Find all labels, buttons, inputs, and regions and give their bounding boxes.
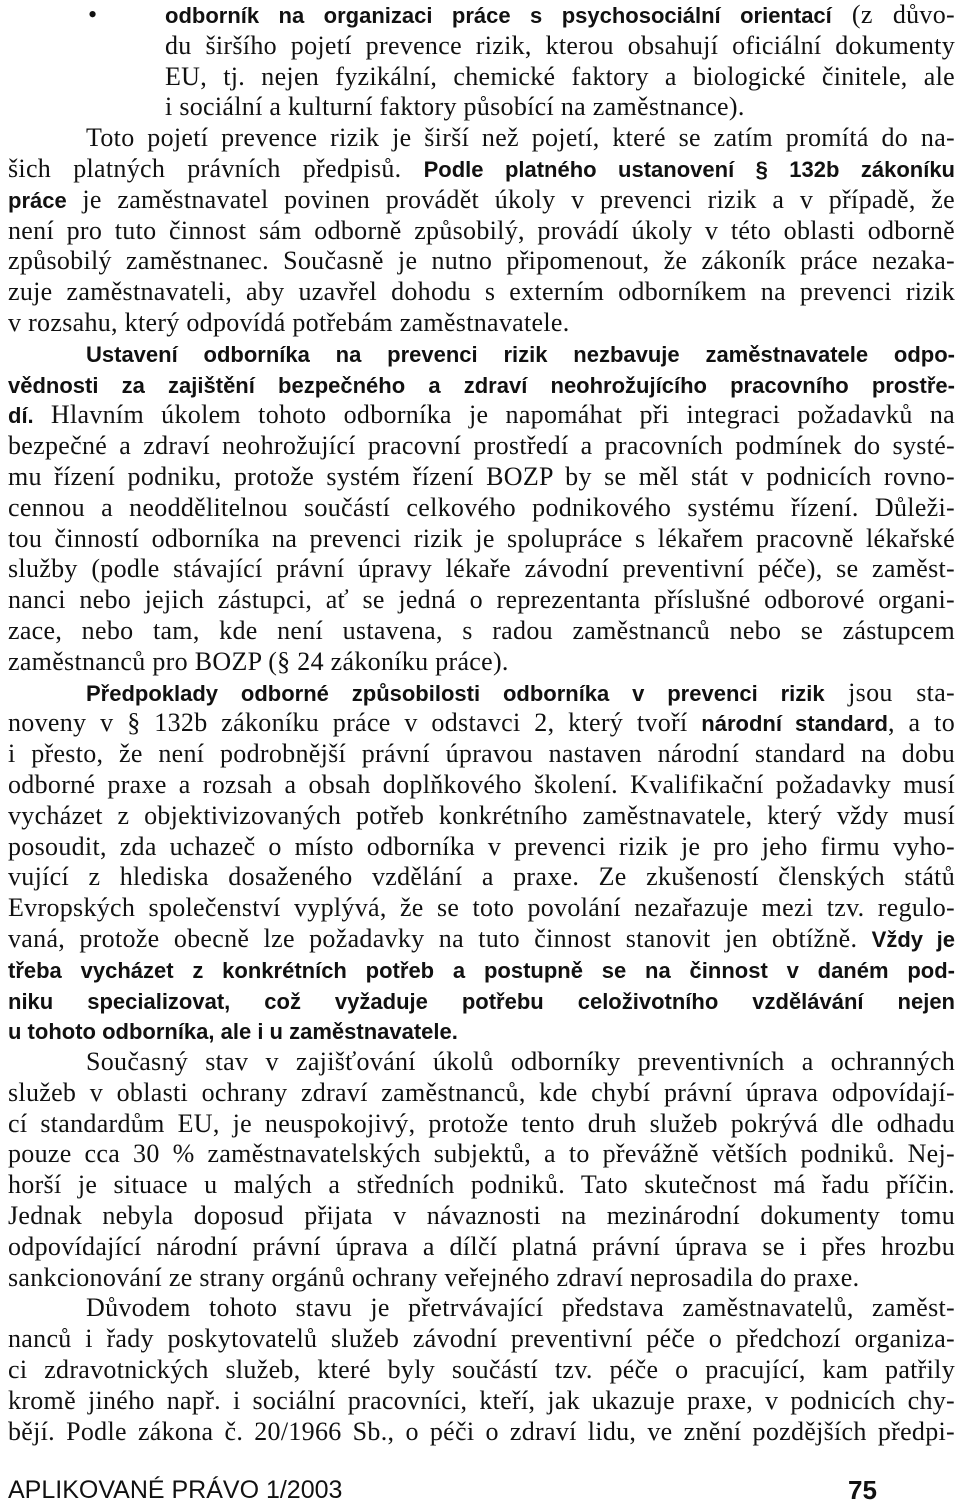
page-number: 75 (848, 1475, 877, 1505)
text-line (8, 216, 955, 247)
bold-text: třeba vycházet z konkrétních potřeb a postupně se na činnost v daném pod- (8, 957, 955, 983)
text-line (8, 893, 955, 924)
bold-text: odborník na organizaci práce s psychosociální orientací (165, 3, 832, 28)
text-run: posoudit, zda uchazeč o místo odborníka v prevenci rizik je pro jeho firmu vyho- (8, 831, 955, 861)
text-line (8, 1109, 955, 1140)
bold-text: Vždy je (871, 926, 955, 952)
text-line (8, 1263, 955, 1294)
journal-title: APLIKOVANÉ PRÁVO 1/2003 (8, 1476, 343, 1504)
bold-text: Ustavení odborníka na prevenci rizik nezbavuje zaměstnavatele odpo- (86, 341, 955, 367)
text-line (8, 585, 955, 616)
text-run: služeb v oblasti ochrany zdraví zaměstnanců, kde chybí právní úprava odpovídají- (8, 1077, 955, 1107)
text-run: tou činností odborníka na prevenci rizik je spolupráce s lékařem pracovně lékařské (8, 523, 955, 553)
text-line (8, 739, 955, 770)
text-line (8, 986, 955, 1017)
text-run: bějí. Podle zákona č. 20/1966 Sb., o péči o zdraví lidu, ve znění pozdějších předpi- (8, 1416, 955, 1446)
text-line (8, 370, 955, 401)
text-line (8, 1324, 955, 1355)
text-run: i přesto, že není podrobnější právní úpravou nastaven národní standard na dobu (8, 739, 955, 769)
text-line (8, 708, 955, 739)
text-run: EU, tj. nejen fyzikální, chemické faktory a biologické činitele, ale (165, 61, 955, 91)
text-line (8, 616, 955, 647)
text-run: du širšího pojetí prevence rizik, kterou obsahují oficiální dokumenty (165, 30, 955, 60)
text-run: noveny v § 132b zákoníku práce v odstavci 2, který tvoří (8, 708, 702, 738)
text-run: horší je situace u malých a středních podniků. Tato skutečnost má řadu příčin. (8, 1170, 955, 1200)
text-line (8, 1232, 955, 1263)
text-line (8, 801, 955, 832)
text-line (8, 92, 955, 123)
text-run: nanci nebo jejich zástupci, ať se jedná o reprezentanta příslušné odborové organi- (8, 585, 955, 615)
text-line (8, 185, 955, 216)
text-run: sankcionování ze strany orgánů ochrany veřejného zdraví neprosadila do praxe. (8, 1262, 860, 1292)
text-run: nanců i řady poskytovatelů služeb závodní preventivní péče o předchozí organiza- (8, 1324, 955, 1354)
text-run: jsou sta- (824, 677, 955, 707)
text-run: je zaměstnavatel povinen provádět úkoly v prevenci rizik a v případě, že (66, 184, 955, 214)
text-run: Evropských společenství vyplývá, že se toto povolání nezařazuje mezi tzv. regulo- (8, 893, 955, 923)
bold-text: dí. (8, 403, 34, 429)
text-line (8, 647, 955, 678)
text-line (8, 1293, 955, 1324)
text-run: odborné praxe a rozsah a obsah doplňkového školení. Kvalifikační požadavky musí (8, 769, 955, 799)
text-line (8, 277, 955, 308)
text-line (8, 154, 955, 185)
text-line (8, 924, 955, 955)
text-run: není pro tuto činnost sám odborně způsobilý, provádí úkoly v této oblasti odborně (8, 215, 955, 245)
text-line (8, 1355, 955, 1386)
text-line (8, 955, 955, 986)
text-run: bezpečné a zdraví neohrožující pracovní prostředí a pracovních podmínek do systé- (8, 431, 955, 461)
text-run: pouze cca 30 % zaměstnavatelských subjektů, a to převážně větších podniků. Nej- (8, 1139, 955, 1169)
bold-text: niku specializovat, což vyžaduje potřebu celoživotního vzdělávání nejen (8, 988, 955, 1014)
text-line (8, 462, 955, 493)
text-line (8, 431, 955, 462)
text-line (8, 123, 955, 154)
text-line (8, 770, 955, 801)
text-line (8, 246, 955, 277)
text-line (8, 339, 955, 370)
text-run: vaná, protože obecně lze požadavky na tuto činnost stanovit jen obtížně. (8, 923, 872, 953)
text-line (8, 554, 955, 585)
text-line (8, 678, 955, 709)
text-line (8, 31, 955, 62)
text-line (8, 1139, 955, 1170)
text-run: zuje zaměstnavateli, aby uzavřel dohodu s externím odborníkem na prevenci rizik (8, 277, 955, 307)
text-run: ci zdravotnických služeb, které byly součástí tzv. péče o pracující, kam patřily (8, 1355, 955, 1385)
text-run: Toto pojetí prevence rizik je širší než pojetí, které se zatím promítá do na- (86, 123, 955, 153)
text-line (8, 400, 955, 431)
text-run: , a to (887, 708, 955, 738)
text-run: Jednak nebyla doposud přijata v návaznosti na mezinárodní dokumenty tomu (8, 1201, 955, 1231)
text-line (8, 493, 955, 524)
bold-text: vědnosti za zajištění bezpečného a zdraví neohrožujícího pracovního prostře- (8, 372, 955, 398)
text-line (8, 308, 955, 339)
text-run: (z důvo- (831, 0, 955, 29)
text-run: šich platných právních předpisů. (8, 153, 424, 183)
bold-text: Předpoklady odborné způsobilosti odborníka v prevenci rizik (86, 680, 825, 706)
text-run: Hlavním úkolem tohoto odborníka je napomáhat při integraci požadavků na (33, 400, 955, 430)
text-line (8, 1170, 955, 1201)
bold-text: národní standard (701, 711, 888, 737)
text-run: Důvodem tohoto stavu je přetrvávající představa zaměstnavatelů, zaměst- (86, 1293, 955, 1323)
text-run: způsobilý zaměstnanec. Současně je nutno připomenout, že zákoník práce nezaka- (8, 246, 955, 276)
text-run: cí standardům EU, je neuspokojivý, protože tento druh služeb pokrývá dle odhadu (8, 1108, 955, 1138)
text-line (8, 0, 955, 31)
text-run: v rozsahu, který odpovídá potřebám zaměstnavatele. (8, 307, 570, 337)
text-line (8, 62, 955, 93)
text-line (8, 1078, 955, 1109)
text-run: kromě jiného např. i sociální pracovníci, kteří, jak ukazuje praxe, v podnicích chy- (8, 1385, 955, 1415)
text-line (8, 1047, 955, 1078)
text-run: odpovídající národní právní úprava a dílčí platná právní úprava se i přes hrozbu (8, 1231, 955, 1261)
bold-text: u tohoto odborníka, ale i u zaměstnavatele. (8, 1019, 458, 1045)
text-run: vycházet z objektivizovaných potřeb konkrétního zaměstnavatele, který vždy musí (8, 800, 955, 830)
text-run: zace, nebo tam, kde není ustavena, s radou zaměstnanců nebo se zástupcem (8, 615, 955, 645)
text-run: Současný stav v zajišťování úkolů odborníky preventivních a ochranných (86, 1047, 955, 1077)
text-line (8, 1417, 955, 1448)
text-run: cennou a neoddělitelnou součástí celkového podnikového systému řízení. Důleži- (8, 492, 955, 522)
text-run: vující z hlediska dosaženého vzdělání a praxe. Ze zkušeností členských států (8, 862, 955, 892)
text-run: mu řízení podniku, protože systém řízení BOZP by se měl stát v podnicích rovno- (8, 461, 955, 491)
bold-text: práce (8, 187, 67, 213)
text-run: i sociální a kulturní faktory působící na zaměstnance). (165, 92, 745, 122)
text-line (8, 832, 955, 863)
bold-text: Podle platného ustanovení § 132b zákoníku (423, 156, 955, 182)
bullet-marker: • (88, 0, 98, 29)
text-line (8, 862, 955, 893)
text-line (8, 524, 955, 555)
article-body (8, 0, 955, 1447)
text-line (8, 1016, 955, 1047)
text-line (8, 1386, 955, 1417)
text-line (8, 1201, 955, 1232)
text-run: zaměstnanců pro BOZP (§ 24 zákoníku práce). (8, 646, 509, 676)
text-run: služby (podle stávající právní úpravy lékaře závodní preventivní péče), se zaměst- (8, 554, 955, 584)
